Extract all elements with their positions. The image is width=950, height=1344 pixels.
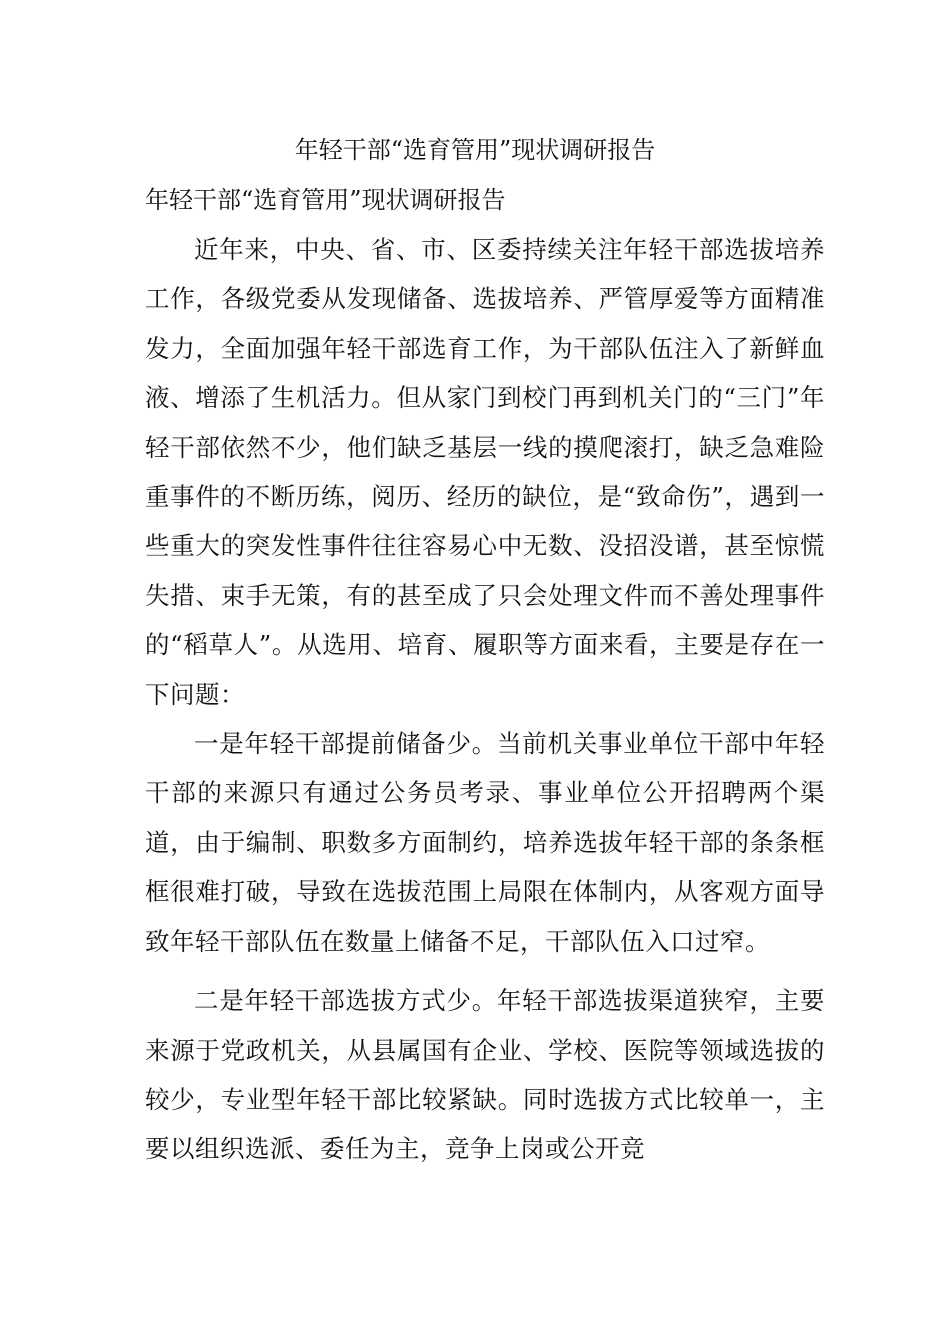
- document-title: 年轻干部“选育管用”现状调研报告: [294, 136, 656, 164]
- document-subtitle: 年轻干部“选育管用”现状调研报告: [145, 186, 506, 214]
- document-body: [145, 225, 825, 1174]
- paragraph-intro: 近年来，中央、省、市、区委持续关注年轻干部选拔培养工作，各级党委从发现储备、选拔培养、严管厚爱等方面精准发力，全面加强年轻干部选育工作，为干部队伍注入了新鲜血液、增添了生机活力。但从家门到校门再到机关门的“三门”年轻干部依然不少，他们缺乏基层一线的摸爬滚打，缺乏急难险重事件的不断历练，阅历、经历的缺位，是“致命伤”，遇到一些重大的突发性事件往往容易心中无数、没招没谱，甚至惊慌失措、束手无策，有的甚至成了只会处理文件而不善处理事件的“稻草人”。从选用、培育、履职等方面来看，主要是存在一下问题：: [145, 235, 825, 709]
- paragraph-point-one: 一是年轻干部提前储备少。当前机关事业单位干部中年轻干部的来源只有通过公务员考录、事业单位公开招聘两个渠道，由于编制、职数多方面制约，培养选拔年轻干部的条条框框很难打破，导致在选拔范围上局限在体制内，从客观方面导致年轻干部队伍在数量上储备不足，干部队伍入口过窄。: [145, 729, 825, 956]
- paragraph-point-two: 二是年轻干部选拔方式少。年轻干部选拔渠道狭窄，主要来源于党政机关，从县属国有企业、学校、医院等领域选拔的较少，专业型年轻干部比较紧缺。同时选拔方式比较单一，主要以组织选派、委任为主，竞争上岗或公开竞: [145, 986, 825, 1164]
